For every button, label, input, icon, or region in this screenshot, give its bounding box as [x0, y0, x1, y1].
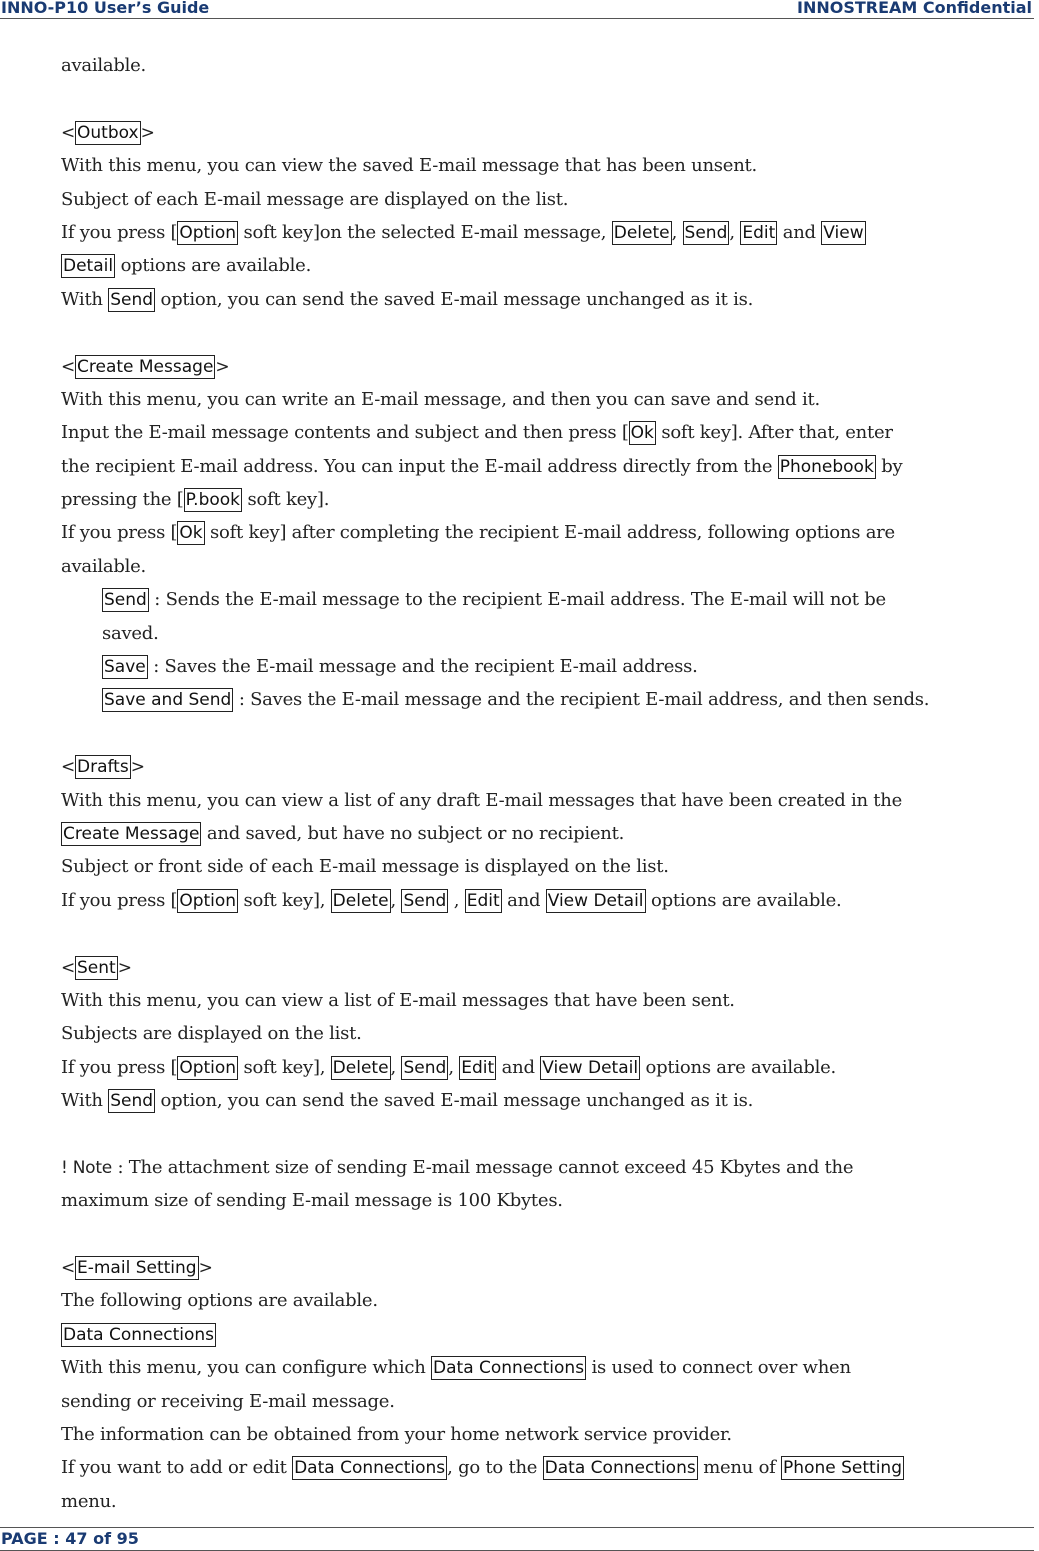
text-run: If you want to add or edit [61, 1457, 293, 1479]
text-run: Subject of each E-mail message are displayed on the list. [61, 188, 569, 210]
text-line [61, 850, 1039, 883]
text-run: If you press [ [61, 522, 178, 544]
text-run: , [448, 889, 465, 911]
text-run: Subject or front side of each E-mail message is displayed on the list. [61, 856, 669, 878]
text-run: : Saves the E-mail message and the recipient E-mail address. [147, 656, 698, 678]
text-run: : Saves the E-mail message and the recipient E-mail address, and then sends. [233, 689, 930, 711]
text-line [61, 516, 1039, 549]
text-run: , [671, 221, 683, 243]
option-send [61, 583, 1039, 616]
view-detail-term: View Detail [547, 890, 644, 911]
text-line [61, 416, 1039, 449]
document-body [61, 49, 1039, 1518]
text-line [61, 1451, 1039, 1484]
text-run: With [61, 288, 109, 310]
text-run: With [61, 1090, 109, 1112]
text-line [61, 1184, 1039, 1217]
option-save-and-send [61, 683, 1039, 716]
create-message-term: Create Message [63, 823, 200, 844]
section-heading-create-message [61, 350, 1039, 383]
text-line [61, 216, 1039, 249]
page-footer [0, 1527, 1034, 1551]
section-heading-outbox [61, 116, 1039, 149]
sent-term: Sent [77, 957, 116, 978]
text-run: is used to connect over when [586, 1357, 851, 1379]
text-run: < [61, 122, 75, 143]
text-run: soft key], [238, 1056, 331, 1078]
text-line [61, 283, 1039, 316]
view-detail-term: View Detail [542, 1057, 639, 1078]
text-line [61, 817, 1039, 850]
text-line [61, 884, 1039, 917]
email-setting-term: E-mail Setting [77, 1258, 197, 1279]
text-run: and [496, 1056, 541, 1078]
text-line [61, 383, 1039, 416]
text-run: > [140, 122, 155, 143]
text-run: The following options are available. [61, 1290, 378, 1312]
section-heading-sent [61, 951, 1039, 984]
edit-term: Edit [742, 222, 776, 243]
text-run: , [448, 1056, 460, 1078]
edit-term: Edit [466, 890, 500, 911]
text-run: If you press [ [61, 1056, 178, 1078]
ok-term: Ok [179, 523, 203, 544]
text-run: sending or receiving E-mail message. [61, 1390, 395, 1412]
send-term: Send [104, 590, 147, 611]
send-term: Send [110, 1091, 154, 1112]
text-run: , [390, 889, 402, 911]
paragraph-gap [61, 717, 1039, 750]
text-run: : The attachment size of sending E-mail message cannot exceed 45 Kbytes and the [111, 1156, 854, 1178]
text-run: options are available. [640, 1056, 837, 1078]
text-run: maximum size of sending E-mail message is 100 Kbytes. [61, 1190, 563, 1212]
option-term: Option [179, 890, 237, 911]
option-term: Option [179, 222, 237, 243]
send-term: Send [110, 289, 154, 310]
header-confidential: INNOSTREAM Confidential [797, 0, 1032, 17]
text-run: pressing the [ [61, 489, 184, 511]
paragraph-gap [61, 82, 1039, 115]
text-line [61, 149, 1039, 182]
text-run: soft key] after completing the recipient E-mail address, following options are [204, 522, 895, 544]
text-run: With this menu, you can view a list of E-mail messages that have been sent. [61, 989, 735, 1011]
text-run: soft key]. After that, enter [655, 422, 893, 444]
save-and-send-term: Save and Send [104, 690, 232, 711]
text-line [61, 183, 1039, 216]
note-label: ! Note [61, 1157, 112, 1178]
data-connections-term: Data Connections [63, 1324, 215, 1345]
text-run: available. [61, 555, 147, 577]
text-run: < [61, 757, 75, 778]
text-run: > [117, 957, 132, 978]
text-run: options are available. [645, 889, 842, 911]
text-run: If you press [ [61, 221, 178, 243]
option-term: Option [179, 1057, 237, 1078]
text-run: available. [61, 55, 147, 76]
paragraph-gap [61, 316, 1039, 349]
text-run: the recipient E-mail address. You can input the E-mail address directly from the [61, 455, 778, 477]
text-line [61, 1418, 1039, 1451]
text-run: Input the E-mail message contents and subject and then press [ [61, 422, 629, 444]
text-line [61, 1351, 1039, 1384]
text-run: < [61, 957, 75, 978]
text-run: menu of [697, 1457, 782, 1479]
text-run: option, you can send the saved E-mail message unchanged as it is. [155, 1090, 754, 1112]
text-run: Subjects are displayed on the list. [61, 1023, 362, 1045]
text-run: saved. [102, 622, 159, 644]
text-run: With this menu, you can view the saved E-mail message that has been unsent. [61, 155, 757, 177]
header-title: INNO-P10 User’s Guide [1, 0, 210, 17]
text-line [61, 617, 1039, 650]
text-run: If you press [ [61, 889, 178, 911]
outbox-term: Outbox [77, 122, 139, 143]
text-line [61, 1017, 1039, 1050]
text-run: > [198, 1258, 213, 1279]
text-run: < [61, 356, 75, 377]
pbook-term: P.book [185, 490, 241, 511]
text-run: , [729, 221, 741, 243]
text-run: > [130, 757, 145, 778]
text-line [61, 1284, 1039, 1317]
text-run: by [875, 455, 903, 477]
text-run: With this menu, you can configure which [61, 1357, 432, 1379]
text-line [61, 483, 1039, 516]
text-run: , go to the [447, 1457, 543, 1479]
text-run: With this menu, you can write an E-mail message, and then you can save and send it. [61, 388, 820, 410]
data-connections-term: Data Connections [544, 1458, 696, 1479]
edit-term: Edit [461, 1057, 495, 1078]
text-line [61, 1385, 1039, 1418]
text-run: menu. [61, 1490, 117, 1512]
phonebook-term: Phonebook [779, 456, 874, 477]
text-run: option, you can send the saved E-mail message unchanged as it is. [155, 288, 754, 310]
text-run: : Sends the E-mail message to the recipient E-mail address. The E-mail will not be [148, 589, 886, 611]
text-run: , [390, 1056, 402, 1078]
page-header [0, 0, 1034, 19]
send-term: Send [403, 890, 447, 911]
subheading-data-connections [61, 1318, 1039, 1351]
drafts-term: Drafts [77, 757, 129, 778]
detail-term: Detail [63, 256, 114, 277]
text-run: and [777, 221, 822, 243]
save-term: Save [104, 657, 146, 678]
phone-setting-term: Phone Setting [783, 1458, 902, 1479]
text-run: and saved, but have no subject or no recipient. [201, 822, 625, 844]
section-heading-email-setting [61, 1251, 1039, 1284]
paragraph-gap [61, 1218, 1039, 1251]
view-term: View [823, 222, 864, 243]
delete-term: Delete [332, 890, 389, 911]
data-connections-term: Data Connections [433, 1358, 585, 1379]
text-line [61, 784, 1039, 817]
text-line [61, 49, 1039, 82]
text-line [61, 1051, 1039, 1084]
text-run: soft key], [238, 889, 331, 911]
text-line [61, 1485, 1039, 1518]
send-term: Send [684, 222, 728, 243]
text-run: and [501, 889, 546, 911]
text-run: The information can be obtained from your home network service provider. [61, 1424, 732, 1446]
text-line [61, 249, 1039, 282]
text-line [61, 550, 1039, 583]
text-run: soft key]on the selected E-mail message, [238, 221, 612, 243]
text-line [61, 1084, 1039, 1117]
send-term: Send [403, 1057, 447, 1078]
option-save [61, 650, 1039, 683]
text-run: With this menu, you can view a list of any draft E-mail messages that have been created in the [61, 789, 903, 811]
paragraph-gap [61, 1118, 1039, 1151]
delete-term: Delete [613, 222, 670, 243]
create-message-term: Create Message [77, 356, 214, 377]
page-number: PAGE : 47 of 95 [1, 1529, 139, 1548]
text-run: soft key]. [242, 489, 330, 511]
text-line [61, 984, 1039, 1017]
section-heading-drafts [61, 750, 1039, 783]
data-connections-term: Data Connections [294, 1458, 446, 1479]
paragraph-gap [61, 917, 1039, 950]
delete-term: Delete [332, 1057, 389, 1078]
text-line [61, 450, 1039, 483]
text-run: > [215, 356, 230, 377]
text-run: options are available. [115, 255, 312, 277]
text-run: < [61, 1258, 75, 1279]
note-line [61, 1151, 1039, 1184]
ok-term: Ok [630, 423, 654, 444]
